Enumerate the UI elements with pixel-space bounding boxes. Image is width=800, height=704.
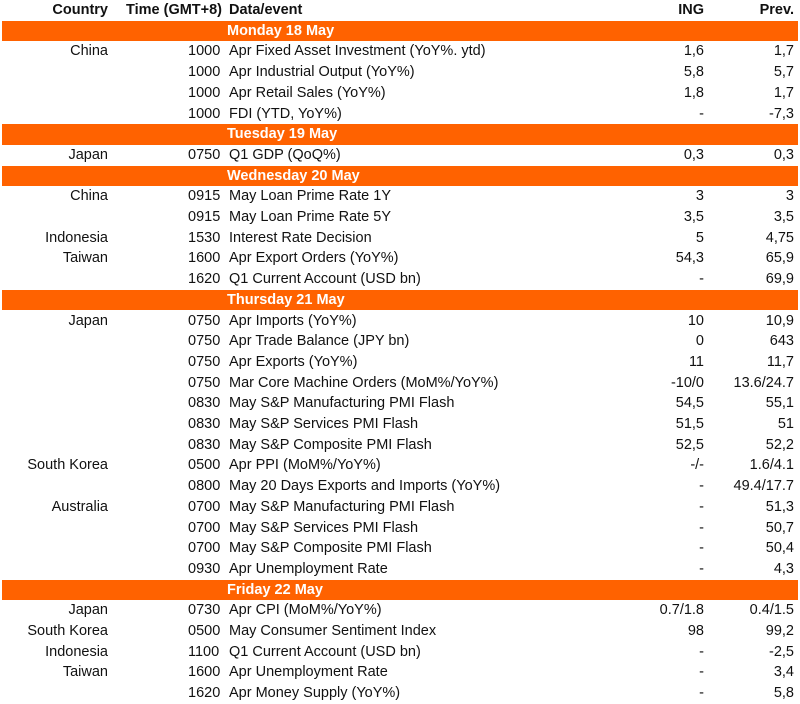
table-row bbox=[0, 186, 800, 207]
row-country: Japan bbox=[68, 146, 108, 163]
row-prev: -7,3 bbox=[769, 105, 794, 122]
header-time: Time (GMT+8) bbox=[126, 2, 223, 18]
row-time: 1530 bbox=[188, 229, 221, 246]
row-time: 1000 bbox=[188, 84, 221, 101]
row-prev: 3,5 bbox=[773, 209, 794, 225]
row-time: 0730 bbox=[188, 602, 221, 619]
row-event: Mar Core Machine Orders (MoM%/YoY%) bbox=[229, 374, 499, 391]
table-row bbox=[0, 62, 800, 83]
row-prev: 99,2 bbox=[765, 623, 794, 639]
row-event: May Loan Prime Rate 1Y bbox=[229, 188, 391, 205]
row-prev: 0,3 bbox=[773, 146, 794, 163]
row-prev: 643 bbox=[769, 333, 794, 350]
row-time: 1000 bbox=[188, 43, 221, 60]
row-event: Apr Unemployment Rate bbox=[229, 560, 388, 577]
row-event: May S&P Composite PMI Flash bbox=[229, 540, 432, 557]
table-row bbox=[0, 248, 800, 269]
row-time: 0750 bbox=[188, 312, 221, 329]
row-time: 0700 bbox=[188, 540, 221, 557]
row-prev: 65,9 bbox=[765, 250, 794, 267]
table-row bbox=[0, 373, 800, 394]
row-time: 0500 bbox=[188, 623, 221, 639]
table-row bbox=[0, 662, 800, 683]
table-row bbox=[0, 435, 800, 456]
row-ing: 0.7/1.8 bbox=[659, 602, 704, 619]
row-ing: - bbox=[699, 560, 704, 577]
row-prev: 69,9 bbox=[765, 271, 794, 288]
row-time: 0830 bbox=[188, 436, 221, 453]
table-row bbox=[0, 331, 800, 352]
table-row bbox=[0, 642, 800, 663]
table-row bbox=[0, 207, 800, 228]
row-country: China bbox=[70, 188, 108, 205]
day-header bbox=[2, 166, 798, 187]
table-row bbox=[0, 621, 800, 642]
row-ing: - bbox=[699, 664, 704, 681]
row-prev: 1.6/4.1 bbox=[749, 457, 794, 474]
day-header bbox=[2, 21, 798, 42]
row-prev: 55,1 bbox=[765, 395, 794, 412]
row-ing: 5,8 bbox=[683, 64, 704, 81]
row-event: May S&P Manufacturing PMI Flash bbox=[229, 498, 455, 515]
row-prev: 49.4/17.7 bbox=[733, 478, 794, 495]
row-ing: -/- bbox=[690, 457, 704, 474]
row-ing: -10/0 bbox=[670, 374, 704, 391]
row-event: FDI (YTD, YoY%) bbox=[229, 105, 342, 122]
row-ing: - bbox=[699, 478, 704, 495]
day-label: Thursday 21 May bbox=[227, 291, 345, 308]
table-row bbox=[0, 311, 800, 332]
table-row bbox=[0, 145, 800, 166]
table-row bbox=[0, 414, 800, 435]
row-ing: - bbox=[699, 540, 704, 557]
row-ing: - bbox=[699, 271, 704, 288]
row-event: Apr Industrial Output (YoY%) bbox=[229, 64, 415, 81]
row-ing: - bbox=[699, 643, 704, 660]
row-event: Apr Exports (YoY%) bbox=[229, 353, 358, 370]
row-event: Apr Money Supply (YoY%) bbox=[229, 685, 401, 702]
table-row bbox=[0, 455, 800, 476]
row-time: 1100 bbox=[188, 643, 220, 660]
row-ing: 0,3 bbox=[683, 146, 704, 163]
row-ing: - bbox=[699, 519, 704, 536]
header-country: Country bbox=[52, 2, 108, 18]
row-event: May S&P Services PMI Flash bbox=[229, 519, 419, 536]
table-row bbox=[0, 228, 800, 249]
row-prev: 10,9 bbox=[765, 312, 794, 329]
row-time: 0915 bbox=[188, 209, 221, 225]
row-event: Apr Unemployment Rate bbox=[229, 664, 388, 681]
table-row bbox=[0, 104, 800, 125]
row-ing: 10 bbox=[687, 312, 704, 329]
row-time: 0915 bbox=[188, 188, 221, 205]
table-row bbox=[0, 41, 800, 62]
row-time: 1000 bbox=[188, 105, 221, 122]
header-event: Data/event bbox=[229, 2, 303, 18]
table-row bbox=[0, 559, 800, 580]
row-time: 1000 bbox=[188, 64, 221, 81]
row-prev: 4,75 bbox=[765, 229, 794, 246]
table-row bbox=[0, 352, 800, 373]
row-ing: 3,5 bbox=[683, 209, 704, 225]
row-event: Apr Imports (YoY%) bbox=[229, 312, 357, 329]
row-event: Apr CPI (MoM%/YoY%) bbox=[229, 602, 382, 619]
row-country: Japan bbox=[68, 312, 108, 329]
row-event: Apr PPI (MoM%/YoY%) bbox=[229, 457, 381, 474]
row-country: Taiwan bbox=[62, 664, 108, 681]
row-event: May Loan Prime Rate 5Y bbox=[229, 209, 391, 225]
row-time: 0500 bbox=[188, 457, 221, 474]
row-ing: 52,5 bbox=[675, 436, 704, 453]
row-time: 0750 bbox=[188, 353, 221, 370]
row-country: Indonesia bbox=[45, 643, 108, 660]
row-prev: 1,7 bbox=[773, 84, 794, 101]
row-time: 0800 bbox=[188, 478, 221, 495]
row-ing: 0 bbox=[695, 333, 704, 350]
row-time: 1620 bbox=[188, 271, 221, 288]
row-event: Apr Trade Balance (JPY bn) bbox=[229, 333, 410, 350]
row-ing: 54,3 bbox=[675, 250, 704, 267]
row-time: 1600 bbox=[188, 250, 221, 267]
row-prev: 50,7 bbox=[765, 519, 794, 536]
row-prev: 0.4/1.5 bbox=[749, 602, 794, 619]
row-time: 0750 bbox=[188, 374, 221, 391]
row-ing: 11 bbox=[688, 353, 704, 370]
row-time: 0750 bbox=[188, 333, 221, 350]
row-prev: 51,3 bbox=[765, 498, 794, 515]
row-time: 0700 bbox=[188, 519, 221, 536]
row-time: 1620 bbox=[188, 685, 221, 702]
day-header bbox=[2, 580, 798, 601]
row-prev: -2,5 bbox=[769, 643, 794, 660]
row-time: 1600 bbox=[188, 664, 221, 681]
row-country: South Korea bbox=[27, 457, 108, 474]
row-time: 0750 bbox=[188, 146, 221, 163]
row-event: May S&P Services PMI Flash bbox=[229, 416, 419, 432]
row-ing: 51,5 bbox=[675, 416, 704, 432]
row-ing: - bbox=[699, 685, 704, 702]
row-event: Apr Retail Sales (YoY%) bbox=[229, 84, 386, 101]
row-event: Q1 Current Account (USD bn) bbox=[229, 643, 421, 660]
row-prev: 50,4 bbox=[765, 540, 794, 557]
row-country: South Korea bbox=[27, 623, 108, 639]
row-country: Taiwan bbox=[62, 250, 108, 267]
row-ing: - bbox=[699, 498, 704, 515]
row-time: 0830 bbox=[188, 395, 221, 412]
row-event: May S&P Manufacturing PMI Flash bbox=[229, 395, 455, 412]
row-prev: 3 bbox=[785, 188, 794, 205]
row-ing: 1,8 bbox=[683, 84, 704, 101]
row-prev: 3,4 bbox=[773, 664, 794, 681]
row-prev: 11,7 bbox=[766, 353, 794, 370]
table-row bbox=[0, 393, 800, 414]
table-row bbox=[0, 269, 800, 290]
table-row bbox=[0, 538, 800, 559]
row-prev: 5,7 bbox=[773, 64, 794, 81]
row-country: Indonesia bbox=[45, 229, 108, 246]
day-header bbox=[2, 290, 798, 311]
row-prev: 5,8 bbox=[773, 685, 794, 702]
day-label: Friday 22 May bbox=[227, 581, 323, 598]
row-country: Japan bbox=[68, 602, 108, 619]
table-header bbox=[0, 0, 800, 21]
row-event: Apr Fixed Asset Investment (YoY%. ytd) bbox=[229, 43, 486, 60]
row-time: 0930 bbox=[188, 560, 221, 577]
row-event: Interest Rate Decision bbox=[229, 229, 372, 246]
header-ing: ING bbox=[678, 2, 704, 18]
row-event: May Consumer Sentiment Index bbox=[229, 623, 437, 639]
row-prev: 51 bbox=[777, 416, 794, 432]
row-country: China bbox=[70, 43, 108, 60]
row-ing: 5 bbox=[695, 229, 704, 246]
table-row bbox=[0, 83, 800, 104]
day-header bbox=[2, 124, 798, 145]
row-prev: 52,2 bbox=[765, 436, 794, 453]
table-row bbox=[0, 497, 800, 518]
row-prev: 4,3 bbox=[773, 560, 794, 577]
day-label: Tuesday 19 May bbox=[227, 126, 338, 143]
table-row bbox=[0, 476, 800, 497]
row-event: Q1 GDP (QoQ%) bbox=[229, 146, 341, 163]
row-ing: 54,5 bbox=[675, 395, 704, 412]
row-ing: 98 bbox=[687, 623, 704, 639]
row-ing: 1,6 bbox=[683, 43, 704, 60]
row-event: May 20 Days Exports and Imports (YoY%) bbox=[229, 478, 501, 495]
row-prev: 1,7 bbox=[773, 43, 794, 60]
table-row bbox=[0, 600, 800, 621]
row-time: 0700 bbox=[188, 498, 221, 515]
day-label: Wednesday 20 May bbox=[227, 167, 360, 184]
row-event: Apr Export Orders (YoY%) bbox=[229, 250, 399, 267]
row-ing: - bbox=[699, 105, 704, 122]
day-label: Monday 18 May bbox=[227, 22, 335, 39]
row-event: Q1 Current Account (USD bn) bbox=[229, 271, 421, 288]
table-row bbox=[0, 518, 800, 539]
header-prev: Prev. bbox=[759, 2, 794, 18]
row-time: 0830 bbox=[188, 416, 221, 432]
row-ing: 3 bbox=[695, 188, 704, 205]
row-prev: 13.6/24.7 bbox=[733, 374, 794, 391]
row-event: May S&P Composite PMI Flash bbox=[229, 436, 432, 453]
row-country: Australia bbox=[51, 498, 108, 515]
